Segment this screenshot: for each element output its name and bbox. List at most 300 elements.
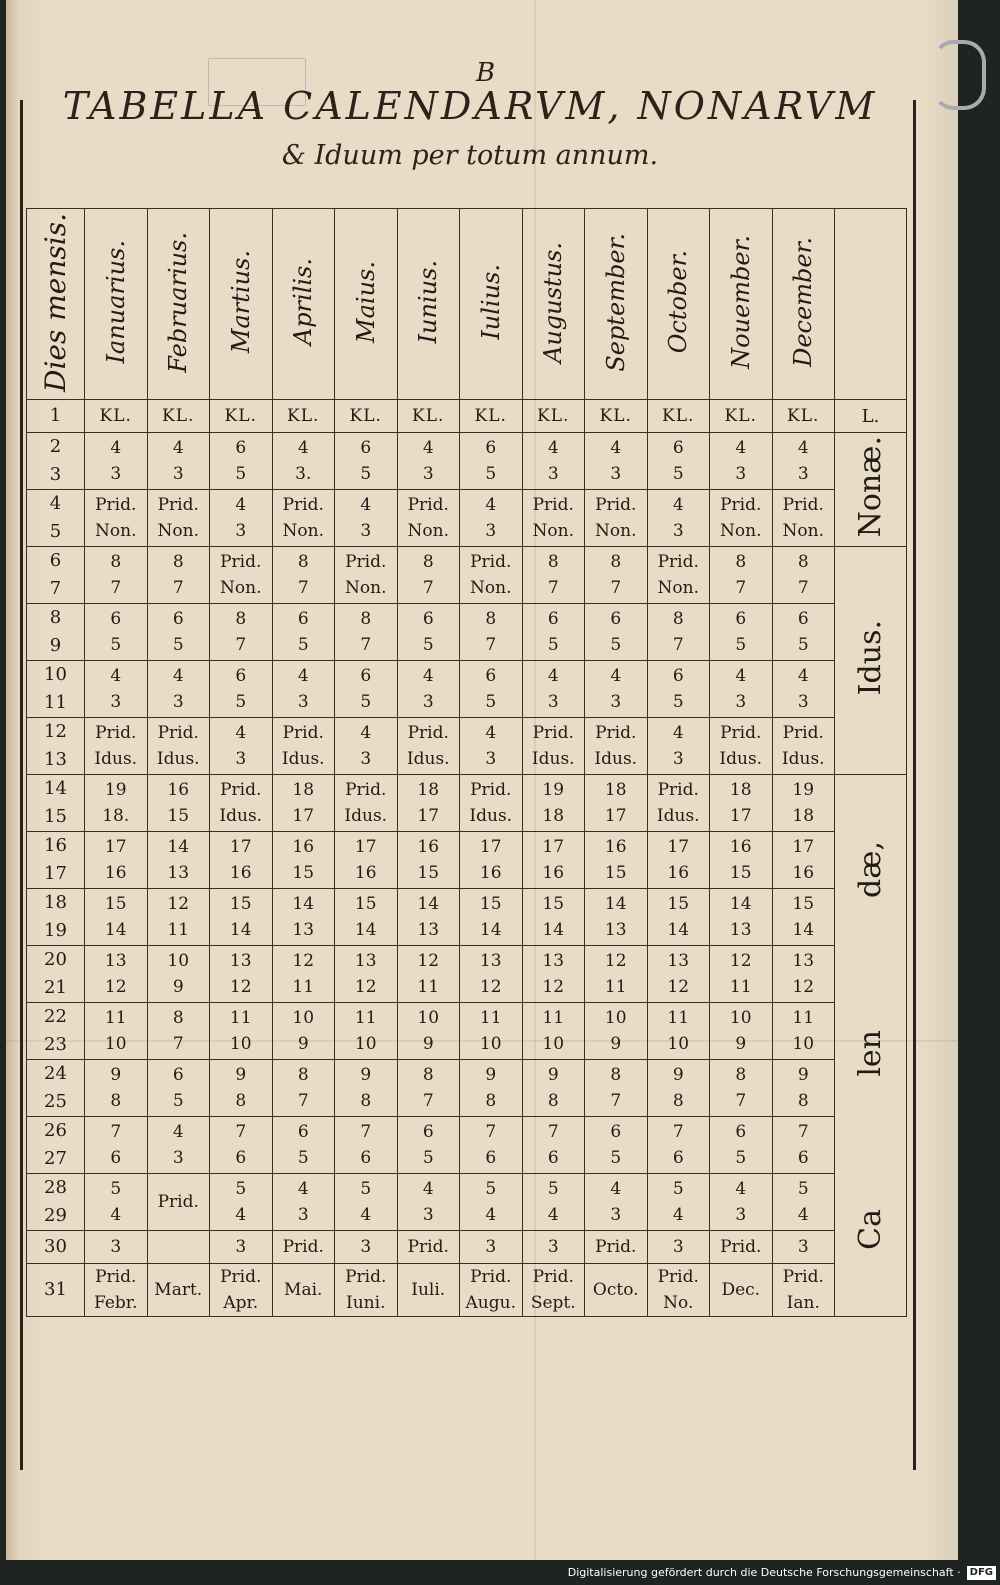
cell-value: 10 — [417, 1008, 440, 1028]
cell-value: 6 — [235, 1148, 247, 1168]
table-row — [27, 775, 907, 832]
cell-value: 12 — [354, 977, 377, 997]
day-number: 25 — [44, 1091, 67, 1112]
cell-value: 16 — [354, 863, 377, 883]
cell-value: Non. — [595, 521, 637, 541]
month-cell — [522, 718, 585, 775]
month-cell — [710, 490, 773, 547]
header-month-label: Maius. — [351, 261, 380, 343]
cell-value: 5 — [360, 464, 372, 484]
month-cell — [210, 433, 273, 490]
cell-value: No. — [663, 1293, 694, 1313]
month-cell — [335, 433, 398, 490]
month-cell — [460, 661, 523, 718]
cell-value: 8 — [547, 1091, 559, 1111]
cell-value: 5 — [672, 1179, 684, 1199]
month-cell — [522, 1231, 585, 1264]
cell-value: 9 — [360, 1065, 372, 1085]
cell-value: 7 — [235, 635, 247, 655]
cell-value: KL. — [474, 406, 507, 426]
cell-value: 13 — [417, 920, 440, 940]
cell-value: 7 — [547, 578, 559, 598]
cell-value: 4 — [235, 495, 247, 515]
cell-value: 4 — [360, 1205, 372, 1225]
cell-value: 4 — [235, 1205, 247, 1225]
cell-value: Iuni. — [346, 1293, 386, 1313]
month-cell — [460, 604, 523, 661]
cell-value: 6 — [672, 438, 684, 458]
header-month — [147, 209, 210, 400]
cell-value: 13 — [667, 951, 690, 971]
day-cell — [27, 832, 85, 889]
cell-value: 18 — [417, 780, 440, 800]
cell-value: 9 — [735, 1034, 747, 1054]
cell-value: 15 — [417, 863, 440, 883]
day-number: 3 — [49, 464, 62, 485]
month-cell — [522, 1003, 585, 1060]
cell-value: KL. — [287, 406, 320, 426]
cell-value: 14 — [104, 920, 127, 940]
month-cell — [710, 832, 773, 889]
signature-mark: B — [476, 58, 496, 88]
header-month-label: September. — [601, 232, 630, 372]
month-cell — [85, 604, 148, 661]
header-day-label: Dies mensis. — [39, 212, 72, 392]
month-cell — [585, 1117, 648, 1174]
side-calendae — [835, 775, 907, 1317]
month-cell — [585, 547, 648, 604]
month-cell — [647, 547, 710, 604]
month-cell — [772, 1060, 835, 1117]
month-cell — [522, 433, 585, 490]
header-side — [835, 209, 907, 400]
month-cell — [85, 1003, 148, 1060]
day-number: 31 — [44, 1279, 67, 1300]
month-cell — [272, 433, 335, 490]
month-cell — [397, 661, 460, 718]
cell-value: Prid. — [157, 495, 199, 515]
cell-value: 10 — [292, 1008, 315, 1028]
cell-value: 8 — [360, 1091, 372, 1111]
cell-value: Non. — [532, 521, 574, 541]
cell-value: 4 — [672, 495, 684, 515]
cell-value: 11 — [479, 1008, 502, 1028]
month-cell — [772, 1117, 835, 1174]
cell-value: 16 — [417, 837, 440, 857]
month-cell — [397, 604, 460, 661]
month-cell — [272, 1117, 335, 1174]
cell-value: Prid. — [407, 495, 449, 515]
cell-value: 3 — [422, 692, 434, 712]
header-month — [460, 209, 523, 400]
cell-value: KL. — [537, 406, 570, 426]
table-row — [27, 433, 907, 490]
cell-value: Prid. — [95, 723, 137, 743]
cell-value: Non. — [657, 578, 699, 598]
cell-value: 7 — [360, 1122, 372, 1142]
month-cell — [210, 1231, 273, 1264]
month-cell — [85, 433, 148, 490]
month-cell — [585, 1060, 648, 1117]
cell-value: 4 — [547, 438, 559, 458]
cell-value: Idus. — [531, 749, 575, 769]
cell-value: 6 — [422, 1122, 434, 1142]
cell-value: 3 — [547, 464, 559, 484]
month-cell — [210, 547, 273, 604]
cell-value: 9 — [110, 1065, 122, 1085]
month-cell — [335, 661, 398, 718]
cell-value: Idus. — [594, 749, 638, 769]
month-cell — [585, 604, 648, 661]
header-month — [85, 209, 148, 400]
cell-value: 11 — [729, 977, 752, 997]
month-cell — [647, 832, 710, 889]
cell-value: Prid. — [407, 1237, 449, 1257]
cell-value: 8 — [735, 1065, 747, 1085]
day-number: 29 — [44, 1205, 67, 1226]
month-cell — [522, 889, 585, 946]
month-cell — [522, 832, 585, 889]
cell-value: Idus. — [156, 749, 200, 769]
cell-value: 8 — [485, 1091, 497, 1111]
month-cell — [710, 1174, 773, 1231]
cell-value: 4 — [235, 723, 247, 743]
cell-value: 3 — [422, 1205, 434, 1225]
cell-value: 10 — [479, 1034, 502, 1054]
day-cell — [27, 1231, 85, 1264]
header-month-label: Iulius. — [476, 264, 505, 340]
cell-value: 4 — [172, 1122, 184, 1142]
cell-value: 11 — [542, 1008, 565, 1028]
cell-value: 7 — [235, 1122, 247, 1142]
cell-value: 4 — [797, 438, 809, 458]
cell-value: 8 — [797, 1091, 809, 1111]
cell-value: 7 — [297, 578, 309, 598]
month-cell — [647, 946, 710, 1003]
cell-value: 6 — [735, 609, 747, 629]
cell-value: 3 — [672, 1237, 684, 1257]
cell-value: 15 — [229, 894, 252, 914]
cell-value: Non. — [95, 521, 137, 541]
month-cell — [397, 547, 460, 604]
cell-value: Prid. — [282, 723, 324, 743]
header-day — [27, 209, 85, 400]
cell-value: 17 — [729, 806, 752, 826]
cell-value: 3 — [360, 749, 372, 769]
month-cell — [397, 1174, 460, 1231]
cell-value: 4 — [110, 666, 122, 686]
cell-value: 14 — [604, 894, 627, 914]
cell-value: 4 — [485, 1205, 497, 1225]
cell-value: 7 — [672, 635, 684, 655]
side-calendae-label: Ca — [853, 1209, 888, 1250]
cell-value: 9 — [797, 1065, 809, 1085]
cell-value: Idus. — [469, 806, 513, 826]
cell-value: Prid. — [95, 1267, 137, 1287]
month-cell — [460, 1060, 523, 1117]
cell-value: 4 — [485, 723, 497, 743]
cell-value: 4 — [172, 666, 184, 686]
month-cell — [647, 661, 710, 718]
month-cell — [772, 1174, 835, 1231]
cell-value: 8 — [797, 552, 809, 572]
cell-value: 15 — [292, 863, 315, 883]
cell-value: 5 — [235, 464, 247, 484]
month-cell — [397, 1264, 460, 1317]
month-cell — [272, 1003, 335, 1060]
day-number: 6 — [49, 550, 62, 571]
month-cell — [585, 433, 648, 490]
cell-value: 3 — [172, 464, 184, 484]
month-cell — [647, 718, 710, 775]
cell-value: Prid. — [720, 723, 762, 743]
month-cell — [772, 1231, 835, 1264]
month-cell — [710, 547, 773, 604]
cell-value: Prid. — [532, 723, 574, 743]
cell-value: 11 — [292, 977, 315, 997]
cell-value: 16 — [792, 863, 815, 883]
cell-value: 4 — [610, 666, 622, 686]
month-cell — [522, 604, 585, 661]
cell-value: 8 — [485, 609, 497, 629]
day-number: 26 — [44, 1120, 67, 1141]
month-cell — [710, 433, 773, 490]
month-cell — [647, 1117, 710, 1174]
cell-value: 7 — [172, 578, 184, 598]
cell-value: Prid. — [595, 723, 637, 743]
month-cell — [585, 1264, 648, 1317]
cell-value: 12 — [417, 951, 440, 971]
cell-value: Prid. — [220, 552, 262, 572]
cell-value: 10 — [354, 1034, 377, 1054]
cell-value: Mart. — [154, 1280, 203, 1300]
side-nonae-label: Nonæ. — [853, 436, 888, 538]
day-number: 12 — [44, 721, 67, 742]
month-cell — [647, 1231, 710, 1264]
month-cell — [647, 1264, 710, 1317]
side-calendae-label: dæ, — [853, 841, 888, 899]
cell-value: Idus. — [781, 749, 825, 769]
month-cell — [585, 1231, 648, 1264]
cell-value: 3 — [110, 1237, 122, 1257]
day-cell — [27, 889, 85, 946]
day-number: 15 — [44, 806, 67, 827]
month-cell — [772, 889, 835, 946]
side-calendae-label: len — [853, 1030, 888, 1077]
cell-value: 10 — [167, 951, 190, 971]
cell-value: Prid. — [657, 552, 699, 572]
cell-value: Prid. — [345, 780, 387, 800]
header-row — [27, 209, 907, 400]
month-cell — [272, 718, 335, 775]
cell-value: 9 — [172, 977, 184, 997]
cell-value: 5 — [235, 692, 247, 712]
cell-value: 5 — [485, 1179, 497, 1199]
day-cell — [27, 1060, 85, 1117]
day-number: 23 — [44, 1034, 67, 1055]
month-cell — [335, 1060, 398, 1117]
side-kalendae — [835, 400, 907, 433]
month-cell — [397, 832, 460, 889]
month-cell — [585, 1003, 648, 1060]
day-cell — [27, 604, 85, 661]
month-cell — [210, 946, 273, 1003]
cell-value: 3 — [797, 1237, 809, 1257]
day-cell — [27, 400, 85, 433]
cell-value: 16 — [667, 863, 690, 883]
day-number: 22 — [44, 1006, 67, 1027]
cell-value: Prid. — [532, 1267, 574, 1287]
cell-value: KL. — [412, 406, 445, 426]
month-cell — [85, 889, 148, 946]
cell-value: 3 — [672, 749, 684, 769]
cell-value: 7 — [672, 1122, 684, 1142]
month-cell — [522, 547, 585, 604]
day-number: 17 — [44, 863, 67, 884]
cell-value: Prid. — [470, 780, 512, 800]
table-row — [27, 1264, 907, 1317]
day-number: 27 — [44, 1148, 67, 1169]
cell-value: 4 — [297, 1179, 309, 1199]
cell-value: Idus. — [281, 749, 325, 769]
cell-value: 16 — [229, 863, 252, 883]
cell-value: 5 — [297, 1148, 309, 1168]
header-month-label: Ianuarius. — [101, 240, 130, 364]
month-cell — [272, 1231, 335, 1264]
cell-value: 14 — [667, 920, 690, 940]
cell-value: 7 — [547, 1122, 559, 1142]
cell-value: 7 — [610, 578, 622, 598]
cell-value: 7 — [297, 1091, 309, 1111]
month-cell — [147, 1060, 210, 1117]
month-cell — [147, 433, 210, 490]
cell-value: Non. — [470, 578, 512, 598]
cell-value: 6 — [547, 1148, 559, 1168]
cell-value: 3 — [735, 1205, 747, 1225]
cell-value: 16 — [542, 863, 565, 883]
month-cell — [85, 718, 148, 775]
month-cell — [460, 775, 523, 832]
cell-value: 15 — [167, 806, 190, 826]
cell-value: 18 — [292, 780, 315, 800]
month-cell — [710, 889, 773, 946]
cell-value: Octo. — [592, 1280, 639, 1300]
month-cell — [85, 775, 148, 832]
calendar-body — [27, 400, 907, 1317]
cell-value: 3 — [110, 692, 122, 712]
cell-value: 8 — [172, 1008, 184, 1028]
cell-value: 13 — [729, 920, 752, 940]
day-cell — [27, 1174, 85, 1231]
cell-value: Non. — [220, 578, 262, 598]
cell-value: 11 — [354, 1008, 377, 1028]
month-cell — [210, 604, 273, 661]
month-cell — [460, 1003, 523, 1060]
month-cell — [460, 1231, 523, 1264]
cell-value: 6 — [172, 609, 184, 629]
cell-value: 11 — [167, 920, 190, 940]
cell-value: 5 — [360, 692, 372, 712]
cell-value: Prid. — [220, 1267, 262, 1287]
cell-value: 4 — [485, 495, 497, 515]
month-cell — [772, 433, 835, 490]
cell-value: 12 — [479, 977, 502, 997]
month-cell — [397, 718, 460, 775]
cell-value: 13 — [167, 863, 190, 883]
cell-value: Febr. — [94, 1293, 138, 1313]
header-month — [335, 209, 398, 400]
header-month-label: Aprilis. — [289, 258, 318, 346]
cell-value: 3 — [360, 1237, 372, 1257]
month-cell — [460, 946, 523, 1003]
day-cell — [27, 1003, 85, 1060]
cell-value: 3. — [295, 464, 312, 484]
cell-value: 5 — [797, 635, 809, 655]
month-cell — [335, 547, 398, 604]
month-cell — [335, 400, 398, 433]
cell-value: 9 — [672, 1065, 684, 1085]
day-number: 13 — [44, 749, 67, 770]
month-cell — [647, 433, 710, 490]
month-cell — [147, 400, 210, 433]
cell-value: 5 — [172, 1091, 184, 1111]
day-number: 19 — [44, 920, 67, 941]
cell-value: Prid. — [720, 1237, 762, 1257]
cell-value: 13 — [229, 951, 252, 971]
cell-value: 13 — [542, 951, 565, 971]
cell-value: 14 — [479, 920, 502, 940]
cell-value: 16 — [479, 863, 502, 883]
month-cell — [210, 1174, 273, 1231]
day-number: 1 — [49, 405, 62, 426]
month-cell — [522, 661, 585, 718]
month-cell — [335, 946, 398, 1003]
cell-value: 4 — [547, 1205, 559, 1225]
cell-value: 4 — [297, 666, 309, 686]
cell-value: 12 — [604, 951, 627, 971]
cell-value: 11 — [229, 1008, 252, 1028]
cell-value: 9 — [547, 1065, 559, 1085]
cell-value: 18 — [604, 780, 627, 800]
month-cell — [85, 1231, 148, 1264]
month-cell — [397, 400, 460, 433]
cell-value: 16 — [604, 837, 627, 857]
cell-value: 12 — [729, 951, 752, 971]
cell-value: 16 — [167, 780, 190, 800]
month-cell — [272, 490, 335, 547]
month-cell — [272, 547, 335, 604]
cell-value: 6 — [297, 609, 309, 629]
month-cell — [460, 547, 523, 604]
month-cell — [460, 1117, 523, 1174]
day-number: 8 — [49, 607, 62, 628]
cell-value: 11 — [667, 1008, 690, 1028]
day-number: 30 — [44, 1236, 67, 1257]
cell-value: 7 — [610, 1091, 622, 1111]
cell-value: 12 — [292, 951, 315, 971]
cell-value: 12 — [104, 977, 127, 997]
month-cell — [335, 1264, 398, 1317]
cell-value: 5 — [235, 1179, 247, 1199]
cell-value: 19 — [792, 780, 815, 800]
cell-value: 13 — [604, 920, 627, 940]
month-cell — [772, 400, 835, 433]
month-cell — [397, 1060, 460, 1117]
cell-value: 10 — [604, 1008, 627, 1028]
month-cell — [585, 775, 648, 832]
cell-value: 15 — [104, 894, 127, 914]
cell-value: 17 — [292, 806, 315, 826]
